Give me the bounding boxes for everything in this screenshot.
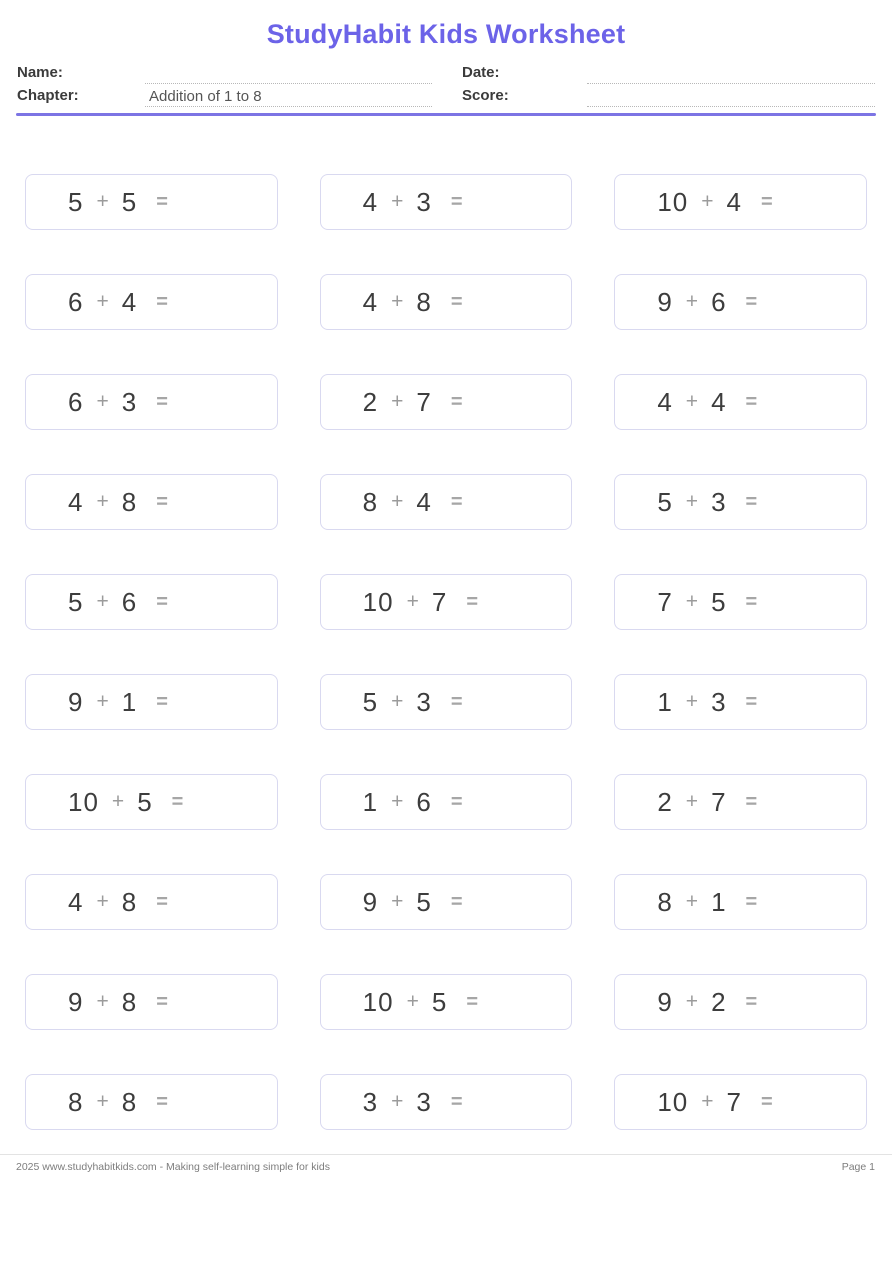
first-operand: 10 (657, 186, 689, 217)
plus-operator: + (701, 190, 714, 213)
first-operand: 7 (657, 586, 673, 617)
equals-sign: = (760, 1090, 773, 1113)
plus-operator: + (391, 390, 404, 413)
first-operand: 6 (68, 386, 84, 417)
problem-box (614, 974, 867, 1030)
date-label: Date: (462, 64, 500, 81)
plus-operator: + (701, 1090, 714, 1113)
first-operand: 4 (657, 386, 673, 417)
equals-sign: = (745, 390, 758, 413)
first-operand: 5 (68, 186, 84, 217)
first-operand: 5 (362, 686, 379, 717)
problem-box (25, 1074, 278, 1130)
second-operand: 8 (121, 986, 138, 1017)
equals-sign: = (745, 590, 758, 613)
second-operand: 2 (711, 986, 727, 1017)
plus-operator: + (685, 890, 699, 913)
equals-sign: = (450, 290, 463, 313)
first-operand: 8 (68, 1086, 84, 1117)
plus-operator: + (391, 1090, 404, 1113)
problem-box (320, 674, 573, 730)
second-operand: 5 (416, 886, 432, 917)
equals-sign: = (156, 690, 168, 713)
equals-sign: = (745, 990, 758, 1013)
chapter-label: Chapter: (17, 87, 79, 104)
plus-operator: + (406, 990, 419, 1013)
problem-box (614, 574, 867, 630)
plus-operator: + (96, 1090, 109, 1113)
plus-operator: + (685, 390, 699, 413)
equals-sign: = (745, 790, 758, 813)
second-operand: 3 (416, 686, 432, 717)
second-operand: 8 (416, 286, 432, 317)
problem-box (614, 474, 867, 530)
first-operand: 1 (657, 686, 673, 717)
plus-operator: + (96, 390, 109, 413)
equals-sign: = (450, 190, 463, 213)
first-operand: 9 (362, 886, 379, 917)
equals-sign: = (450, 890, 463, 913)
equals-sign: = (156, 590, 168, 613)
problem-box (25, 374, 278, 430)
header-fields (0, 61, 892, 107)
second-operand: 4 (416, 486, 432, 517)
second-operand: 7 (416, 386, 432, 417)
problem-box (320, 574, 573, 630)
equals-sign: = (450, 490, 463, 513)
equals-sign: = (450, 790, 463, 813)
plus-operator: + (96, 590, 109, 613)
second-operand: 3 (416, 186, 432, 217)
problem-box (25, 574, 278, 630)
second-operand: 6 (121, 586, 138, 617)
first-operand: 9 (68, 986, 84, 1017)
first-operand: 5 (68, 586, 84, 617)
second-operand: 7 (711, 786, 727, 817)
first-operand: 9 (657, 986, 673, 1017)
date-field (587, 61, 875, 84)
plus-operator: + (96, 190, 109, 213)
plus-operator: + (96, 990, 109, 1013)
second-operand: 6 (711, 286, 727, 317)
second-operand: 1 (711, 886, 727, 917)
plus-operator: + (96, 290, 109, 313)
first-operand: 9 (657, 286, 673, 317)
problem-box (320, 874, 573, 930)
first-operand: 8 (657, 886, 673, 917)
plus-operator: + (406, 590, 419, 613)
problem-box (614, 374, 867, 430)
second-operand: 4 (711, 386, 727, 417)
equals-sign: = (156, 490, 168, 513)
problems-grid (25, 174, 867, 1130)
name-label: Name: (17, 64, 63, 81)
plus-operator: + (391, 290, 404, 313)
first-operand: 2 (657, 786, 673, 817)
first-operand: 3 (362, 1086, 379, 1117)
plus-operator: + (96, 690, 109, 713)
problem-box (614, 874, 867, 930)
page-number: Page 1 (841, 1161, 875, 1173)
second-operand: 4 (121, 286, 138, 317)
equals-sign: = (156, 990, 168, 1013)
equals-sign: = (466, 590, 478, 613)
equals-sign: = (745, 490, 758, 513)
second-operand: 5 (431, 986, 448, 1017)
plus-operator: + (391, 690, 404, 713)
equals-sign: = (450, 390, 463, 413)
plus-operator: + (685, 690, 699, 713)
plus-operator: + (391, 490, 404, 513)
plus-operator: + (96, 890, 109, 913)
plus-operator: + (391, 190, 404, 213)
page-title: StudyHabit Kids Worksheet (266, 19, 626, 49)
problem-box (320, 474, 573, 530)
problem-box (614, 774, 867, 830)
problem-box (25, 974, 278, 1030)
equals-sign: = (466, 990, 478, 1013)
name-field (145, 61, 432, 84)
equals-sign: = (156, 1090, 168, 1113)
first-operand: 4 (362, 186, 379, 217)
second-operand: 3 (416, 1086, 432, 1117)
second-operand: 3 (711, 686, 727, 717)
equals-sign: = (450, 690, 463, 713)
problem-box (25, 474, 278, 530)
equals-sign: = (745, 890, 758, 913)
plus-operator: + (685, 490, 699, 513)
score-label: Score: (462, 87, 509, 104)
first-operand: 6 (68, 286, 84, 317)
plus-operator: + (111, 790, 125, 813)
problem-box (614, 1074, 867, 1130)
equals-sign: = (156, 190, 168, 213)
problem-box (25, 274, 278, 330)
first-operand: 10 (362, 986, 394, 1017)
problem-box (320, 274, 573, 330)
first-operand: 4 (68, 886, 84, 917)
equals-sign: = (156, 290, 168, 313)
equals-sign: = (156, 390, 168, 413)
plus-operator: + (685, 290, 699, 313)
plus-operator: + (685, 790, 699, 813)
second-operand: 3 (121, 386, 138, 417)
second-operand: 8 (121, 486, 138, 517)
problem-box (320, 974, 573, 1030)
second-operand: 8 (121, 1086, 138, 1117)
problem-box (320, 1074, 573, 1130)
second-operand: 1 (121, 686, 138, 717)
problem-box (614, 174, 867, 230)
score-field (587, 84, 875, 107)
problem-box (25, 874, 278, 930)
equals-sign: = (745, 290, 758, 313)
problem-box (320, 174, 573, 230)
plus-operator: + (685, 590, 699, 613)
plus-operator: + (391, 790, 404, 813)
second-operand: 7 (726, 1086, 742, 1117)
equals-sign: = (450, 1090, 463, 1113)
second-operand: 8 (121, 886, 138, 917)
first-operand: 8 (362, 486, 379, 517)
problem-box (25, 674, 278, 730)
first-operand: 5 (657, 486, 673, 517)
first-operand: 2 (362, 386, 379, 417)
plus-operator: + (685, 990, 699, 1013)
equals-sign: = (760, 190, 773, 213)
second-operand: 7 (431, 586, 448, 617)
second-operand: 4 (726, 186, 742, 217)
problem-box (614, 274, 867, 330)
problem-box (614, 674, 867, 730)
first-operand: 10 (68, 786, 99, 817)
first-operand: 4 (362, 286, 379, 317)
second-operand: 6 (416, 786, 432, 817)
plus-operator: + (96, 490, 109, 513)
plus-operator: + (391, 890, 404, 913)
second-operand: 5 (711, 586, 727, 617)
second-operand: 5 (137, 786, 153, 817)
first-operand: 9 (68, 686, 84, 717)
first-operand: 10 (362, 586, 394, 617)
equals-sign: = (745, 690, 758, 713)
problem-box (320, 374, 573, 430)
first-operand: 10 (657, 1086, 689, 1117)
equals-sign: = (171, 790, 184, 813)
header-divider (16, 113, 876, 116)
first-operand: 1 (362, 786, 379, 817)
problem-box (25, 774, 278, 830)
equals-sign: = (156, 890, 168, 913)
first-operand: 4 (68, 486, 84, 517)
problem-box (320, 774, 573, 830)
problem-box (25, 174, 278, 230)
chapter-field: Addition of 1 to 8 (145, 84, 432, 107)
second-operand: 3 (711, 486, 727, 517)
footer-credit: 2025 www.studyhabitkids.com - Making self-learning simple for kids (16, 1161, 330, 1173)
page-footer (0, 1154, 892, 1173)
second-operand: 5 (121, 186, 138, 217)
